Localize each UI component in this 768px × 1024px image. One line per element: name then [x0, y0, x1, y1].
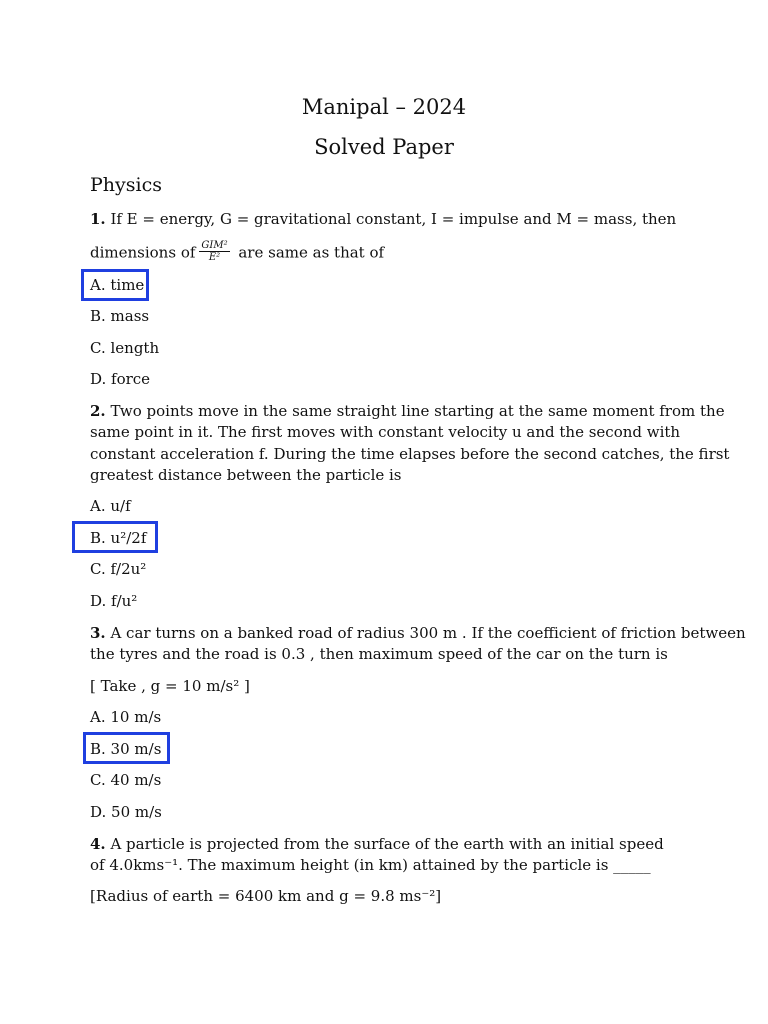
q2-option-a[interactable]: A. u/f — [90, 497, 131, 515]
q2-line3: constant acceleration f. During the time elapses before the second catches, the first — [90, 445, 730, 463]
q1-option-d[interactable]: D. force — [90, 370, 151, 388]
q2-number: 2. — [90, 402, 106, 420]
q3-line1 — [90, 623, 746, 643]
page-subtitle: Solved Paper — [314, 135, 454, 159]
q4-line3: [Radius of earth = 6400 km and g = 9.8 ms⁻²] — [90, 887, 442, 905]
q2-option-b[interactable]: B. u²/2f — [90, 529, 147, 547]
q1-fraction — [199, 240, 229, 263]
q3-line3: [ Take , g = 10 m/s² ] — [90, 677, 250, 695]
q2-option-d[interactable]: D. f/u² — [90, 592, 138, 610]
q4-text1: A particle is projected from the surface of the earth with an initial speed — [105, 835, 664, 853]
q2-text1: Two points move in the same straight line starting at the same moment from the — [105, 402, 725, 420]
section-heading: Physics — [90, 174, 162, 196]
page-title: Manipal – 2024 — [301, 95, 467, 119]
q4-number: 4. — [90, 835, 106, 853]
q3-number: 3. — [90, 624, 106, 642]
q3-text1: A car turns on a banked road of radius 300 m . If the coefficient of friction between — [105, 624, 746, 642]
q1-number: 1. — [90, 210, 106, 228]
q1-text2-pre: dimensions of — [90, 243, 196, 262]
q3-option-a[interactable]: A. 10 m/s — [90, 708, 162, 726]
q1-option-a[interactable]: A. time — [90, 276, 145, 294]
q4-line2: of 4.0kms⁻¹. The maximum height (in km) attained by the particle is _____ — [90, 856, 651, 874]
q1-option-b[interactable]: B. mass — [90, 307, 150, 325]
q3-line2: the tyres and the road is 0.3 , then maximum speed of the car on the turn is — [90, 645, 668, 663]
q2-line1 — [90, 401, 725, 421]
q3-option-c[interactable]: C. 40 m/s — [90, 771, 162, 789]
q4-line1 — [90, 834, 664, 854]
q1-fraction-denominator: E² — [208, 252, 221, 263]
q1-line1 — [90, 209, 676, 229]
q2-line4: greatest distance between the particle is — [90, 466, 402, 484]
q1-fraction-numerator: GIM² — [201, 240, 228, 251]
q1-text2-post: are same as that of — [233, 243, 385, 262]
q2-option-c[interactable]: C. f/2u² — [90, 560, 147, 578]
q1-line2 — [90, 242, 384, 265]
q1-option-c[interactable]: C. length — [90, 339, 160, 357]
q1-text1: If E = energy, G = gravitational constant, I = impulse and M = mass, then — [105, 210, 677, 228]
q3-option-b[interactable]: B. 30 m/s — [90, 740, 162, 758]
q2-line2: same point in it. The first moves with constant velocity u and the second with — [90, 423, 681, 441]
q3-option-d[interactable]: D. 50 m/s — [90, 803, 162, 821]
